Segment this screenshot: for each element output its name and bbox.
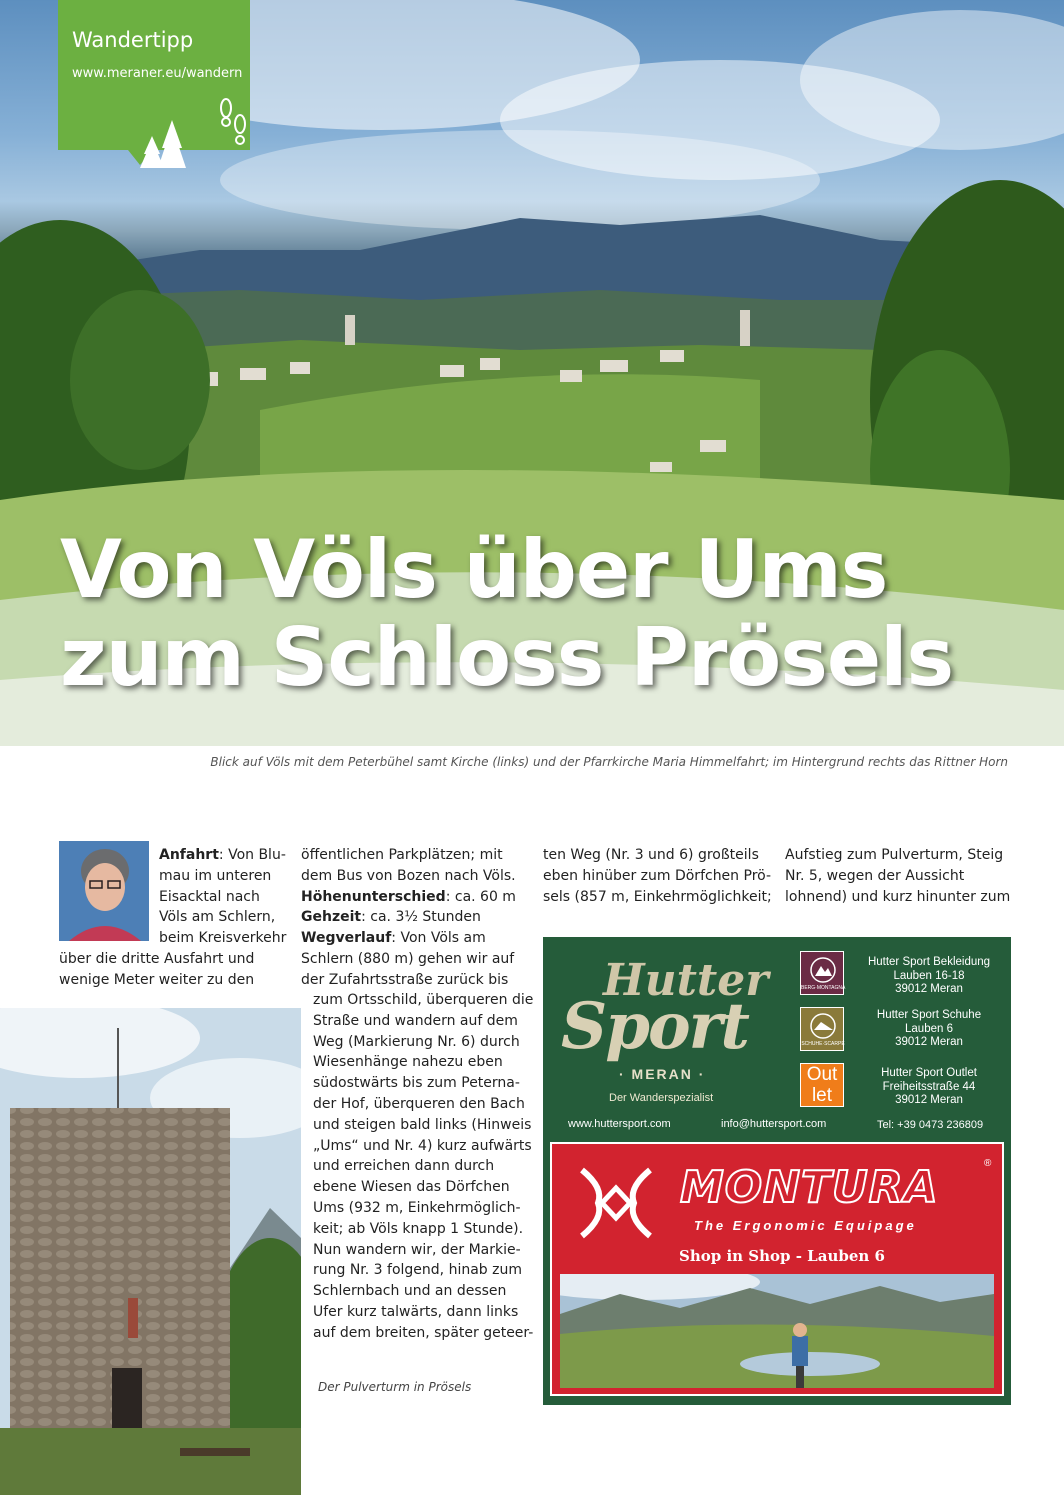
- tag-label: Wandertipp: [72, 28, 194, 52]
- ad-city: · MERAN ·: [619, 1066, 706, 1082]
- anfahrt-label: Anfahrt: [159, 847, 219, 863]
- montura-brand: MONTURA: [680, 1162, 939, 1213]
- gehzeit-label: Gehzeit: [301, 909, 362, 926]
- shop-schuhe: Hutter Sport Schuhe Lauben 6 39012 Meran: [876, 1009, 982, 1048]
- article-col1-beside: Anfahrt: Von Blu- mau im unteren Eisacktal nach Völs am Schlern, beim Kreisverkehr: [159, 847, 287, 947]
- montura-shop: Shop in Shop - Lauben 6: [679, 1247, 885, 1265]
- hero-caption: Blick auf Völs mit dem Peterbühel samt Kirche (links) und der Pfarrkirche Maria Himmelfahrt; im Hintergrund rechts das Rittner Horn: [210, 755, 1008, 769]
- author-portrait: [59, 841, 149, 941]
- huttersport-ad[interactable]: [543, 937, 1011, 1405]
- page-title: [60, 523, 954, 704]
- outlet-badge: Out let: [800, 1063, 844, 1107]
- shop-outlet: Hutter Sport Outlet Freiheitsstraße 44 39012 Meran: [881, 1067, 977, 1106]
- title-line-2: zum Schloss Prösels: [60, 611, 954, 704]
- berg-montagna-badge: BERG·MONTAGNA: [800, 951, 844, 995]
- tag-url[interactable]: www.meraner.eu/wandern: [72, 66, 243, 81]
- ad-brand-sport: Sport: [561, 989, 748, 1064]
- schuhe-scarpe-badge: SCHUHE·SCARPE: [800, 1007, 844, 1051]
- title-line-1: Von Völs über Ums: [60, 523, 888, 616]
- tower-photo: [0, 1008, 301, 1495]
- montura-photo: [560, 1274, 994, 1388]
- montura-ad[interactable]: [550, 1142, 1004, 1396]
- shop-bekleidung: Hutter Sport Bekleidung Lauben 16-18 39012 Meran: [867, 956, 991, 995]
- tower-caption: Der Pulverturm in Prösels: [318, 1380, 472, 1394]
- ad-phone: Tel: +39 0473 236809: [877, 1119, 984, 1131]
- montura-tagline: The Ergonomic Equipage: [694, 1218, 917, 1233]
- tag-background: [58, 0, 250, 172]
- ad-email-link[interactable]: info@huttersport.com: [721, 1118, 827, 1130]
- wegverlauf-label: Wegverlauf: [301, 930, 392, 947]
- article-col3: ten Weg (Nr. 3 und 6) großteils eben hinüber zum Dörfchen Prö- sels (857 m, Einkehrmöglichkeit;: [543, 847, 772, 905]
- ad-brand-hutter: Hutter: [603, 955, 769, 1006]
- article-col2-top: öffentlichen Parkplätzen; mit dem Bus von Bozen nach Völs. Höhenunterschied: ca. 60 m Gehzeit: ca. 3½ Stunden Wegverlauf: Von Völs am Schlern (880 m) gehen wir auf der Zufahrtsstraße zurück bis: [301, 847, 516, 988]
- ad-slogan: Der Wanderspezialist: [609, 1092, 714, 1104]
- montura-logo-icon: [576, 1158, 656, 1248]
- category-tag: [58, 0, 250, 172]
- article-col1-below: über die dritte Ausfahrt und wenige Meter weiter zu den: [59, 951, 255, 988]
- article-col2-bottom: zum Ortsschild, überqueren die Straße und wandern auf dem Weg (Markierung Nr. 6) durch Wiesenhänge nahezu eben südostwärts bis zum Peterna- der Hof, überqueren den Bach und steigen bald links (Hinweis „Ums“ und Nr. 4) kurz aufwärts und erreichen dann durch ebene Wiesen das Dörfchen Ums (932 m, Einkehrmöglich- keit; ab Völs knapp 1 Stunde). Nun wandern wir, der Markie- rung Nr. 3 folgend, hinab zum Schlernbach und an dessen Ufer kurz talwärts, dann links auf dem breiten, später geteer-: [313, 992, 534, 1341]
- registered-mark: ®: [984, 1158, 992, 1169]
- hoehe-label: Höhenunterschied: [301, 888, 446, 905]
- article-col4: Aufstieg zum Pulverturm, Steig Nr. 5, wegen der Aussicht lohnend) und kurz hinunter zum: [785, 847, 1011, 905]
- ad-website-link[interactable]: www.huttersport.com: [568, 1118, 671, 1130]
